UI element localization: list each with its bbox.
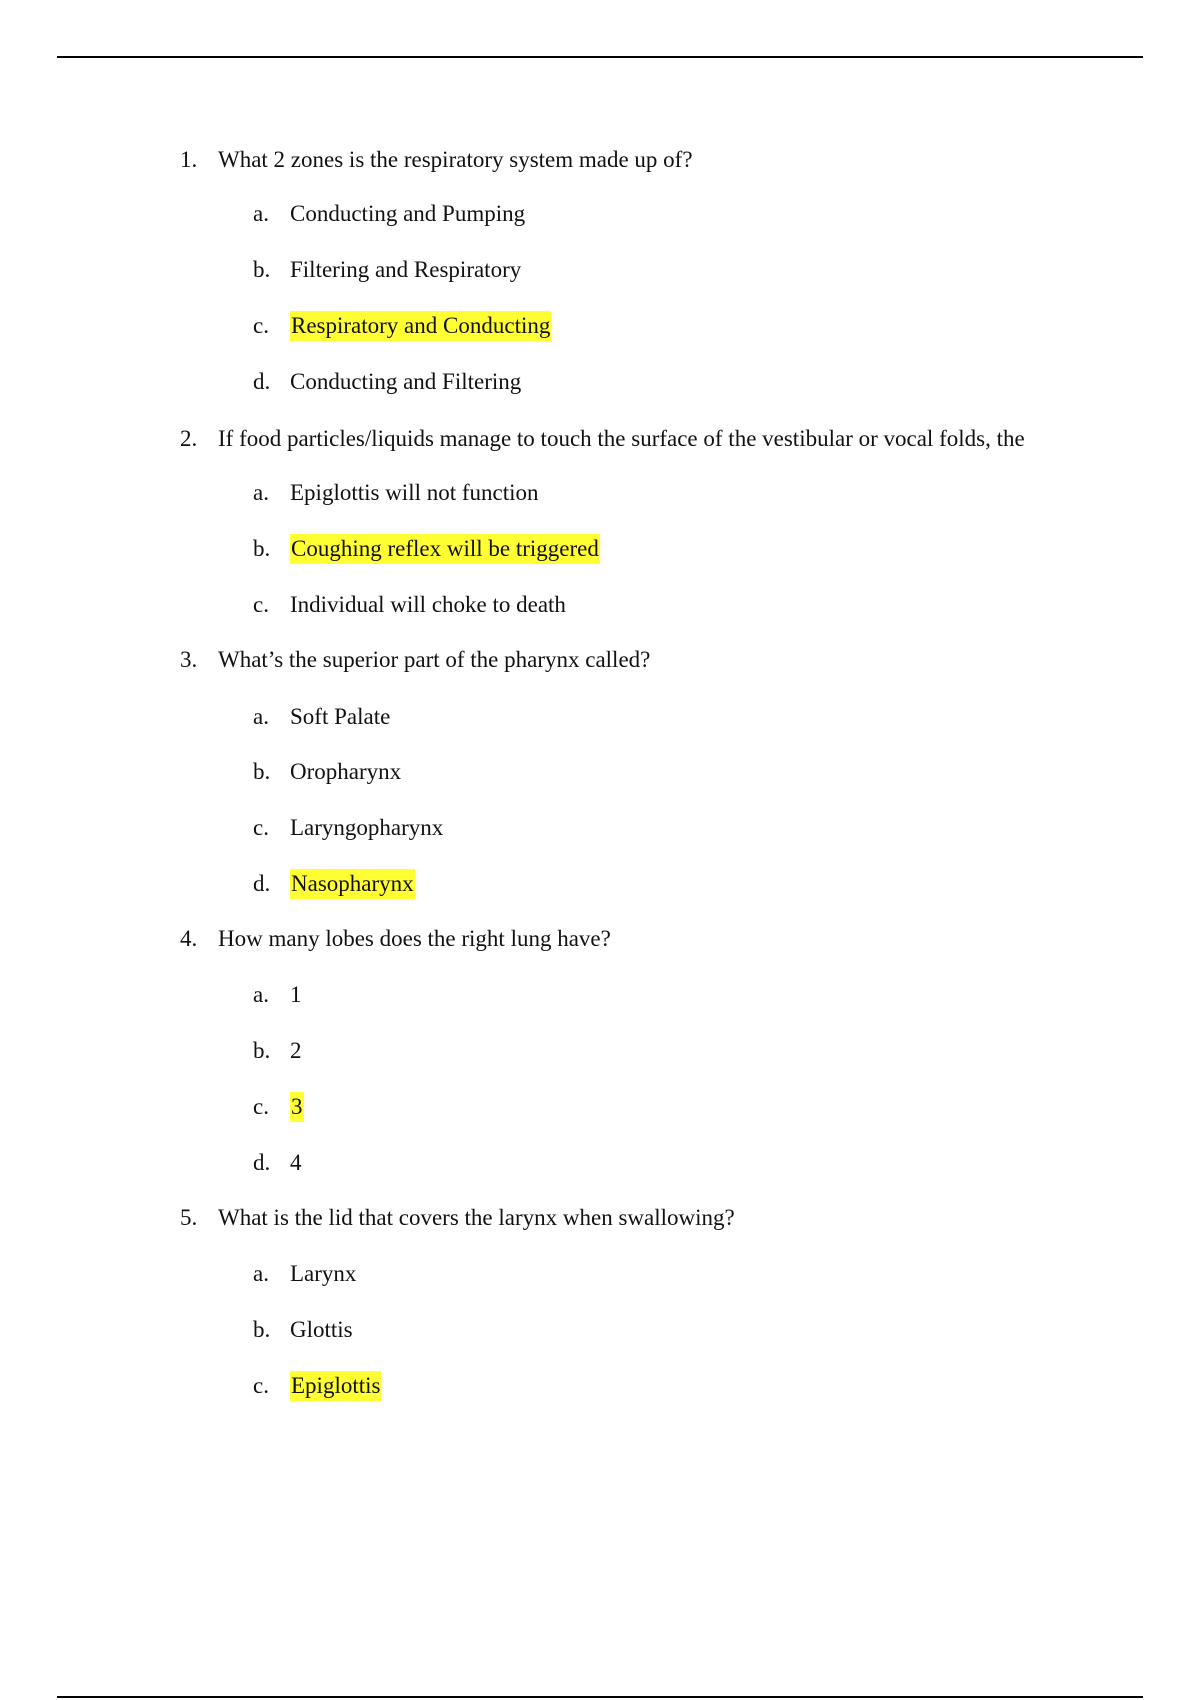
question-number: 1. (180, 147, 198, 172)
highlighted-answer: Epiglottis (290, 1371, 381, 1401)
option-text: Glottis (290, 1317, 353, 1342)
option-letter: a. (253, 704, 269, 729)
option-letter: b. (253, 1317, 271, 1342)
option-letter: d. (253, 871, 271, 896)
option-letter: a. (253, 480, 269, 505)
option-text: Larynx (290, 1261, 357, 1286)
option-text: Conducting and Pumping (290, 201, 526, 226)
question-text: What 2 zones is the respiratory system made up of? (218, 147, 693, 172)
header-rule (57, 56, 1143, 58)
option-text: 2 (290, 1038, 302, 1063)
highlighted-answer: Respiratory and Conducting (290, 311, 551, 341)
option-text: Individual will choke to death (290, 592, 566, 617)
option-letter: d. (253, 1150, 271, 1175)
option-letter: a. (253, 201, 269, 226)
option-text: Epiglottis will not function (290, 480, 539, 505)
question-text: How many lobes does the right lung have? (218, 926, 611, 951)
question-number: 4. (180, 926, 198, 951)
option-text: Conducting and Filtering (290, 369, 522, 394)
option-letter: c. (253, 313, 269, 338)
option-letter: c. (253, 815, 269, 840)
option-letter: c. (253, 592, 269, 617)
footer-rule (57, 1696, 1143, 1698)
option-text: Soft Palate (290, 704, 391, 729)
option-letter: c. (253, 1094, 269, 1119)
option-letter: d. (253, 369, 271, 394)
option-letter: b. (253, 759, 271, 784)
option-text: Filtering and Respiratory (290, 257, 522, 282)
option-text: 4 (290, 1150, 302, 1175)
option-text: 1 (290, 982, 302, 1007)
highlighted-answer: 3 (290, 1092, 304, 1122)
question-number: 5. (180, 1205, 198, 1230)
question-number: 3. (180, 647, 198, 672)
option-text: Oropharynx (290, 759, 402, 784)
question-text: If food particles/liquids manage to touch the surface of the vestibular or vocal folds, the (218, 426, 1025, 451)
question-text: What is the lid that covers the larynx when swallowing? (218, 1205, 735, 1230)
option-letter: b. (253, 257, 271, 282)
option-letter: c. (253, 1373, 269, 1398)
question-text: What’s the superior part of the pharynx called? (218, 647, 651, 672)
highlighted-answer: Coughing reflex will be triggered (290, 534, 600, 564)
option-letter: a. (253, 982, 269, 1007)
highlighted-answer: Nasopharynx (290, 869, 415, 899)
option-letter: b. (253, 1038, 271, 1063)
option-text: Laryngopharynx (290, 815, 444, 840)
option-letter: a. (253, 1261, 269, 1286)
option-letter: b. (253, 536, 271, 561)
question-number: 2. (180, 426, 198, 451)
